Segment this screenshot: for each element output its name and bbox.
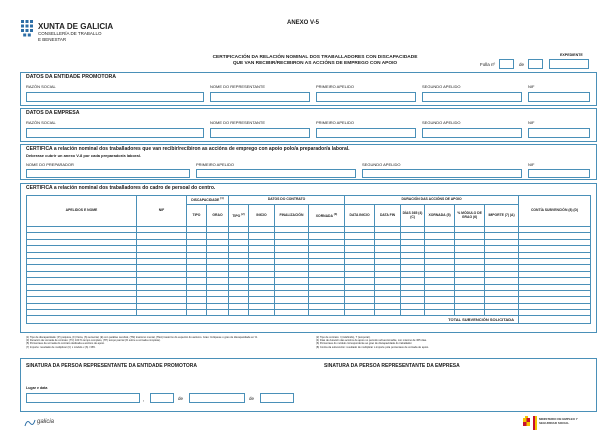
entidade-apelido1-label: PRIMEIRO APELIDO <box>316 84 355 89</box>
preparador-nome-input[interactable] <box>26 169 190 178</box>
entidade-title: DATOS DA ENTIDADE PROMOTORA <box>26 74 117 80</box>
entidade-nif-label: NIF <box>528 84 535 89</box>
footnote-1: (1) Tipo de discapacidade: (P) psíquica, (F) física, (S) sensorial, (E) con parálise cerebral, (TM) trastorno mental, (TEA) trastorno do espectro do autismo. Grao: Indíquese o grao de discapacidade en %. <box>26 336 258 339</box>
folio-total-input[interactable] <box>528 59 543 69</box>
col-contrato: DATOS DO CONTRATO <box>229 196 345 205</box>
total-subvencion-cell[interactable] <box>519 316 591 324</box>
workers-table <box>26 195 591 324</box>
empresa-representante-label: NOME DO REPRESENTANTE <box>210 120 266 125</box>
folio-number-input[interactable] <box>499 59 514 69</box>
ministry-name: MINISTERIO DE EMPLEO Y SEGURIDAD SOCIAL <box>539 417 578 425</box>
footnote-8: (8) Contía da subvención: resultado de multiplicar o importe pola porcentaxe de xornada de apoio. <box>316 345 429 349</box>
empresa-nif-label: NIF <box>528 120 535 125</box>
preparador-subtitle: Deberase cubrir un anexo V-8 por cada preparador/a laboral. <box>26 153 141 158</box>
col-discapacidade-label: DISCAPACIDADE <box>191 198 220 203</box>
entidade-apelido2-input[interactable] <box>422 92 522 102</box>
title-line-2: QUE VAN RECIBIR/RECIBIRON AS ACCIÓNS DE EMPREGO CON APOIO <box>232 61 398 67</box>
folio-of-label: de <box>519 62 525 67</box>
col-discapacidade <box>187 196 229 205</box>
empresa-apelido1-input[interactable] <box>316 128 416 138</box>
org-name: XUNTA DE GALICIA <box>38 22 114 31</box>
col-finalizacion: FINALIZACIÓN <box>275 205 309 227</box>
col-inicio: INICIO <box>249 205 275 227</box>
mes-input[interactable] <box>189 393 245 403</box>
col-xornada-note: (3) <box>333 211 338 216</box>
empresa-apelido1-label: PRIMEIRO APELIDO <box>316 120 355 125</box>
preparador-nif-input[interactable] <box>528 169 590 178</box>
footnote-4: (4) Días de duración das accións de apoio no período subvencionable, con máximo de 365 días. <box>316 339 427 343</box>
expediente-input[interactable] <box>549 59 589 69</box>
entidade-razon-label: RAZÓN SOCIAL <box>26 84 56 89</box>
entidade-representante-input[interactable] <box>210 92 310 102</box>
workers-table-body <box>27 227 591 316</box>
dept-line-2: E BENESTAR <box>38 37 67 42</box>
cadro-title: CERTIFICA a relación nominal dos traballadores do cadro de persoal do centro. <box>26 185 216 191</box>
preparador-title: CERTIFICA a relación nominal dos traballadores que van recibir/recibiron as accións de emprego con apoio polo/a preparador/a laboral. <box>26 146 350 152</box>
spain-coat-of-arms-icon <box>522 416 531 428</box>
empresa-title: DATOS DA EMPRESA <box>26 110 80 116</box>
col-contia: CONTÍA SUBVENCIÓN (8) (D) <box>519 196 591 227</box>
preparador-apelido1-input[interactable] <box>196 169 356 178</box>
preparador-apelido1-label: PRIMEIRO APELIDO <box>196 162 235 167</box>
galicia-wave-icon <box>24 418 36 428</box>
col-contrato-tipo-label: TIPO <box>232 213 241 218</box>
footnote-3: (3) Duración da xornada de contrato: (TC) 100 % tempo completo, (TP) tempo parcial (% sobre a xornada completa). <box>26 339 161 343</box>
col-xornada-label: XORNADA <box>315 213 333 218</box>
entidade-razon-input[interactable] <box>26 92 204 102</box>
empresa-apelido2-label: SEGUNDO APELIDO <box>422 120 461 125</box>
col-duracion: DURACIÓN DAS ACCIÓNS DE APOIO <box>345 196 519 205</box>
lugar-comma: , <box>143 397 145 403</box>
ministry-block <box>533 416 591 430</box>
col-data-fin: DATA FIN <box>375 205 401 227</box>
signature-right-title: SINATURA DA PERSOA REPRESENTANTE DA EMPRESA <box>324 363 460 369</box>
col-modulo: % MÓDULO DE GRAO (6) <box>455 205 485 227</box>
total-subvencion-label: TOTAL SUBVENCIÓN SOLICITADA <box>27 316 519 324</box>
de-label-2: de <box>249 396 255 401</box>
preparador-apelido2-input[interactable] <box>362 169 522 178</box>
col-disc-tipo: TIPO <box>187 205 207 227</box>
entidade-nif-input[interactable] <box>528 92 590 102</box>
signature-left-title: SINATURA DA PERSOA REPRESENTANTE DA ENTIDADE PROMOTORA <box>26 363 197 369</box>
col-contrato-tipo-note: (2) <box>241 211 245 216</box>
footnote-2: (2) Tipo de contrato: I (indefinido), T (temporal). <box>316 336 371 339</box>
col-dias: DÍAS 365 (4) (C) <box>401 205 425 227</box>
col-discapacidade-note: (1) <box>220 196 224 201</box>
lugar-data-label: Lugar e data <box>26 386 48 390</box>
title-line-1: CERTIFICACIÓN DA RELACIÓN NOMINAL DOS TRABALLADORES CON DISCAPACIDADE <box>212 55 418 60</box>
expediente-label: EXPEDIENTE <box>560 53 583 57</box>
preparador-nome-label: NOME DO PREPARADOR <box>26 162 74 167</box>
galicia-brand: galicia <box>37 419 55 425</box>
de-label-1: de <box>178 396 184 401</box>
col-importe: IMPORTE (7) (A) <box>485 205 519 227</box>
col-xornada <box>309 205 345 227</box>
annex-label: ANEXO V-5 <box>287 20 320 26</box>
entidade-representante-label: NOME DO REPRESENTANTE <box>210 84 266 89</box>
lugar-input[interactable] <box>26 393 140 403</box>
col-data-inicio: DATA INICIO <box>345 205 375 227</box>
empresa-nif-input[interactable] <box>528 128 590 138</box>
dia-input[interactable] <box>150 393 174 403</box>
folio-label: Folla nº <box>480 62 496 67</box>
preparador-nif-label: NIF <box>528 162 535 167</box>
col-xornada-apoio: XORNADA (5) <box>425 205 455 227</box>
xunta-logo-icon <box>20 19 34 37</box>
footnotes-left <box>26 336 311 349</box>
empresa-razon-input[interactable] <box>26 128 204 138</box>
empresa-razon-label: RAZÓN SOCIAL <box>26 120 56 125</box>
footnotes-right <box>316 336 591 349</box>
footnote-7: (7) Importe: resultado de multiplicar (C) x módulo x (6) / 365. <box>26 345 96 349</box>
footnote-5: (5) Porcentaxe da xornada do contrato dedicada a accións de apoio. <box>26 342 105 346</box>
preparador-apelido2-label: SEGUNDO APELIDO <box>362 162 401 167</box>
empresa-apelido2-input[interactable] <box>422 128 522 138</box>
entidade-apelido1-input[interactable] <box>316 92 416 102</box>
col-nif: NIF <box>137 196 187 227</box>
dept-line-1: CONSELLERÍA DE TRABALLO <box>38 31 102 36</box>
footnote-6: (6) Porcentaxe do módulo correspondente ao grao de discapacidade do traballador. <box>316 342 413 346</box>
col-apelidos: APELIDOS E NOME <box>27 196 137 227</box>
col-contrato-tipo <box>229 205 249 227</box>
entidade-apelido2-label: SEGUNDO APELIDO <box>422 84 461 89</box>
ano-input[interactable] <box>260 393 294 403</box>
col-disc-grao: GRAO <box>207 205 229 227</box>
document-title <box>150 55 480 67</box>
empresa-representante-input[interactable] <box>210 128 310 138</box>
